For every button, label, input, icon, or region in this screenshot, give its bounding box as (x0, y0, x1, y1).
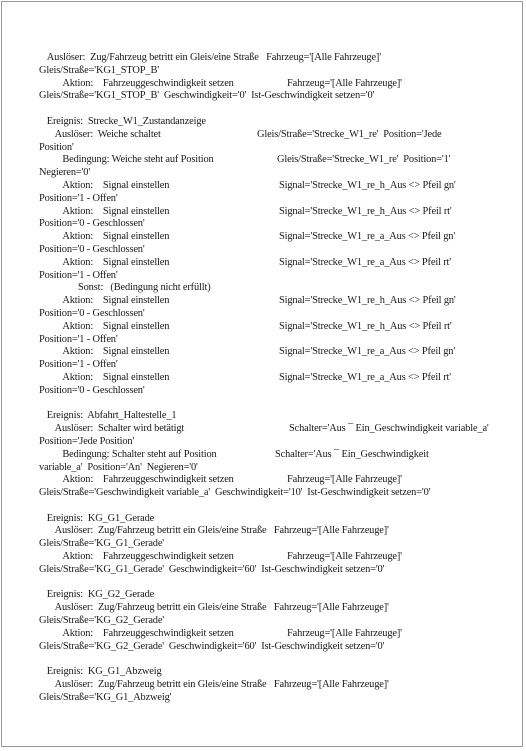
text-line (39, 449, 479, 462)
text-line (39, 436, 479, 449)
text-line (39, 308, 479, 321)
text-line (39, 385, 479, 398)
text-line (39, 142, 479, 155)
line-text: Auslöser: Zug/Fahrzeug betritt ein Gleis/eine Straße Fahrzeug='[Alle Fahrzeuge]' (46, 52, 381, 63)
text-line (39, 334, 479, 347)
blank-line (39, 653, 479, 666)
text-line (39, 615, 479, 628)
line-text: Aktion: Fahrzeuggeschwindigkeit setzen (62, 77, 234, 89)
line-text: Aktion: Fahrzeuggeschwindigkeit setzen (62, 474, 234, 486)
text-line (39, 410, 479, 423)
document-body (39, 52, 489, 705)
line-text: Negieren='0' (39, 167, 91, 179)
line-text: Gleis/Straße='Geschwindigkeit variable_a' Geschwindigkeit='10' Ist-Geschwindigkeit setzen='0' (39, 487, 431, 499)
line-parameter: Gleis/Straße='Strecke_W1_re' Position='Jede (257, 128, 442, 140)
text-line (39, 564, 479, 577)
line-text: Auslöser: Zug/Fahrzeug betritt ein Gleis/eine Straße Fahrzeug='[Alle Fahrzeuge]' (54, 525, 389, 537)
text-line (39, 78, 479, 91)
line-parameter: Signal='Strecke_W1_re_a_Aus <> Pfeil gn' (279, 231, 456, 243)
line-text: Position='1 - Offen' (39, 333, 118, 345)
text-line (39, 282, 479, 295)
line-text: Gleis/Straße='KG1_STOP_B' (39, 64, 159, 76)
line-text: Gleis/Straße='KG1_STOP_B' Geschwindigkeit='0' Ist-Geschwindigkeit setzen='0' (39, 90, 375, 102)
text-line (39, 116, 479, 129)
line-text: Position='1 - Offen' (39, 192, 118, 204)
line-parameter: Signal='Strecke_W1_re_a_Aus <> Pfeil rt' (279, 371, 452, 383)
text-line (39, 346, 479, 359)
text-line (39, 218, 479, 231)
text-line (39, 52, 479, 65)
line-text: Ereignis: Strecke_W1_Zustandanzeige (46, 115, 206, 127)
line-text: Ereignis: KG_G2_Gerade (46, 589, 155, 601)
blank-line (39, 398, 479, 411)
line-parameter: Schalter='Aus ¯ Ein_Geschwindigkeit (275, 448, 429, 460)
line-text: Position='0 - Geschlossen' (39, 243, 145, 255)
line-text: Position='Jede Position' (39, 435, 135, 447)
text-line (39, 270, 479, 283)
line-text: Aktion: Signal einstellen (62, 179, 170, 191)
line-parameter: Schalter='Aus ¯ Ein_Geschwindigkeit variable_a' (289, 423, 489, 435)
text-line (39, 525, 479, 538)
line-text: Bedingung: Schalter steht auf Position (62, 448, 217, 460)
blank-line (39, 103, 479, 116)
text-line (39, 551, 479, 564)
text-line (39, 372, 479, 385)
line-parameter: Signal='Strecke_W1_re_h_Aus <> Pfeil rt' (279, 320, 452, 332)
line-text: Aktion: Signal einstellen (62, 320, 170, 332)
line-text: Position' (39, 141, 74, 153)
line-parameter: Fahrzeug='[Alle Fahrzeuge]' (287, 551, 402, 563)
line-text: Aktion: Signal einstellen (62, 295, 170, 307)
text-line (39, 666, 479, 679)
line-text: Auslöser: Zug/Fahrzeug betritt ein Gleis/eine Straße Fahrzeug='[Alle Fahrzeuge]' (54, 602, 389, 614)
line-text: Sonst: (Bedingung nicht erfüllt) (78, 282, 211, 294)
text-line (39, 679, 479, 692)
text-line (39, 65, 479, 78)
text-line (39, 193, 479, 206)
text-line (39, 167, 479, 180)
blank-line (39, 577, 479, 590)
line-text: Gleis/Straße='KG_G2_Gerade' (39, 615, 165, 627)
text-line (39, 538, 479, 551)
text-line (39, 154, 479, 167)
text-line (39, 462, 479, 475)
text-line (39, 487, 479, 500)
line-text: Gleis/Straße='KG_G1_Abzweig' (39, 691, 172, 703)
text-line (39, 474, 479, 487)
line-text: Gleis/Straße='KG_G1_Gerade' Geschwindigkeit='60' Ist-Geschwindigkeit setzen='0' (39, 563, 385, 575)
text-line (39, 129, 479, 142)
text-line (39, 589, 479, 602)
line-text: Position='0 - Geschlossen' (39, 384, 145, 396)
line-parameter: Signal='Strecke_W1_re_h_Aus <> Pfeil gn' (279, 295, 456, 307)
line-text: Gleis/Straße='KG_G2_Gerade' Geschwindigkeit='60' Ist-Geschwindigkeit setzen='0' (39, 640, 385, 652)
line-text: Aktion: Signal einstellen (62, 346, 170, 358)
text-line (39, 321, 479, 334)
text-line (39, 206, 479, 219)
text-line (39, 602, 479, 615)
text-line (39, 90, 479, 103)
line-text: Ereignis: Abfahrt_Haltestelle_1 (46, 410, 177, 422)
line-text: Aktion: Fahrzeuggeschwindigkeit setzen (62, 627, 234, 639)
line-text: Position='1 - Offen' (39, 269, 118, 281)
line-text: Aktion: Signal einstellen (62, 256, 170, 268)
line-text: Aktion: Signal einstellen (62, 205, 170, 217)
line-parameter: Signal='Strecke_W1_re_h_Aus <> Pfeil rt' (279, 205, 452, 217)
blank-line (39, 500, 479, 513)
line-text: Aktion: Signal einstellen (62, 231, 170, 243)
line-parameter: Signal='Strecke_W1_re_h_Aus <> Pfeil gn' (279, 179, 456, 191)
text-line (39, 257, 479, 270)
line-text: Auslöser: Zug/Fahrzeug betritt ein Gleis/eine Straße Fahrzeug='[Alle Fahrzeuge]' (54, 679, 389, 691)
text-line (39, 513, 479, 526)
line-parameter: Fahrzeug='[Alle Fahrzeuge]' (287, 474, 402, 486)
text-line (39, 295, 479, 308)
text-line (39, 359, 479, 372)
line-text: Aktion: Fahrzeuggeschwindigkeit setzen (62, 551, 234, 563)
line-text: Ereignis: KG_G1_Abzweig (46, 666, 162, 678)
line-text: Aktion: Signal einstellen (62, 371, 170, 383)
line-text: Position='0 - Geschlossen' (39, 307, 145, 319)
text-line (39, 244, 479, 257)
line-parameter: Fahrzeug='[Alle Fahrzeuge]' (287, 627, 402, 639)
line-text: Ereignis: KG_G1_Gerade (46, 512, 155, 524)
text-line (39, 692, 479, 705)
line-text: Gleis/Straße='KG_G1_Gerade' (39, 538, 165, 550)
text-line (39, 231, 479, 244)
text-line (39, 180, 479, 193)
document-page (1, 1, 523, 747)
line-text: Auslöser: Schalter wird betätigt (54, 423, 185, 435)
line-parameter: Gleis/Straße='Strecke_W1_re' Position='1' (277, 154, 451, 166)
line-text: Position='0 - Geschlossen' (39, 218, 145, 230)
line-text: Auslöser: Weiche schaltet (54, 128, 161, 140)
line-parameter: Fahrzeug='[Alle Fahrzeuge]' (287, 77, 402, 89)
text-line (39, 628, 479, 641)
line-parameter: Signal='Strecke_W1_re_a_Aus <> Pfeil rt' (279, 256, 452, 268)
text-line (39, 641, 479, 654)
text-line (39, 423, 489, 436)
line-text: variable_a' Position='An' Negieren='0' (39, 461, 198, 473)
line-text: Bedingung: Weiche steht auf Position (62, 154, 214, 166)
line-parameter: Signal='Strecke_W1_re_a_Aus <> Pfeil gn' (279, 346, 456, 358)
line-text: Position='1 - Offen' (39, 359, 118, 371)
